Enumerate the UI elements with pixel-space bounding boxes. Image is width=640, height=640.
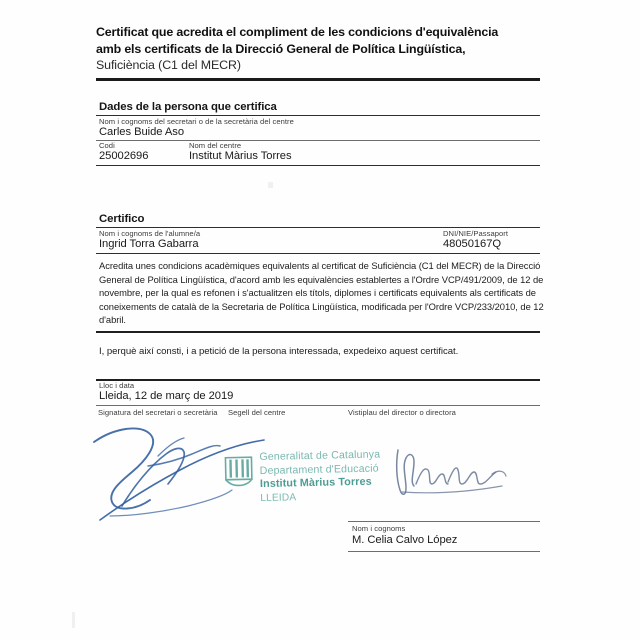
center-code-label: Codi [99,141,115,150]
place-date-value: Lleida, 12 de març de 2019 [99,390,234,402]
title-line-1: Certificat que acredita el compliment de les condicions d'equivalència [96,25,499,39]
stamp-line-city: LLEIDA [260,492,297,505]
student-name-value: Ingrid Torra Gabarra [99,238,199,250]
scan-artifact-lower-left [72,612,75,628]
certifier-section-bottom-rule [96,165,540,166]
director-name-label: Nom i cognoms [352,524,406,533]
certifier-section-heading: Dades de la persona que certifica [99,101,277,113]
title-line-2: amb els certificats de la Direcció General de Política Lingüística, [96,41,466,56]
body-paragraph-rule [96,331,540,333]
place-date-rule [96,405,540,406]
page-title [96,24,540,74]
center-stamp-label: Segell del centre [228,408,286,417]
stamp-line-institute: Institut Màrius Torres [259,475,372,491]
certifico-section-bottom-rule [96,253,540,254]
director-approval-label: Vistiplau del director o directora [348,408,456,417]
catalonia-coat-of-arms-icon [223,455,254,489]
secretary-name-rule [96,140,540,141]
body-paragraph: Acredita unes condicions acadèmiques equivalents al certificat de Suficiència (C1 del MECR) de la Direcció General de Política Lingüística, d'acord amb les equivalències establertes a l'Ordre VCP/491/2009, de 12 de novembre, per la qual es refonen i s'actualitzen els títols, diplomes i certificats equivalents als certificats de coneixements de català de la Secretaria de Política Lingüística, modificada per l'Ordre VCP/233/2010, de 12 d'abril. [99,260,544,326]
closing-statement: I, perquè així consti, i a petició de la persona interessada, expedeixo aquest certificat. [99,346,459,357]
center-name-value: Institut Màrius Torres [189,150,292,162]
director-name-top-rule [348,521,540,522]
place-date-label: Lloc i data [99,381,135,390]
student-id-label: DNI/NIE/Passaport [443,229,508,238]
place-date-top-rule [96,379,540,381]
center-code-value: 25002696 [99,150,149,162]
secretary-signature-label: Signatura del secretari o secretària [98,408,218,417]
center-official-stamp [221,446,397,522]
stamp-text-block [259,449,381,506]
stamp-line-generalitat: Generalitat de Catalunya [259,448,381,464]
director-name-value: M. Celia Calvo López [352,534,458,546]
stamp-line-department: Departament d'Educació [259,462,379,477]
secretary-name-value: Carles Buide Aso [99,126,185,138]
title-underline [96,78,540,81]
title-line-3: Suficiència (C1 del MECR) [96,58,241,72]
center-name-label: Nom del centre [189,141,242,150]
student-id-value: 48050167Q [443,238,502,250]
scan-artifact-upper [268,182,273,188]
secretary-name-label: Nom i cognoms del secretari o de la secretària del centre [99,117,294,126]
certifico-section-heading: Certifico [99,213,145,225]
director-signature [392,440,512,506]
student-name-label: Nom i cognoms de l'alumne/a [99,229,201,238]
director-name-bottom-rule [348,551,540,552]
